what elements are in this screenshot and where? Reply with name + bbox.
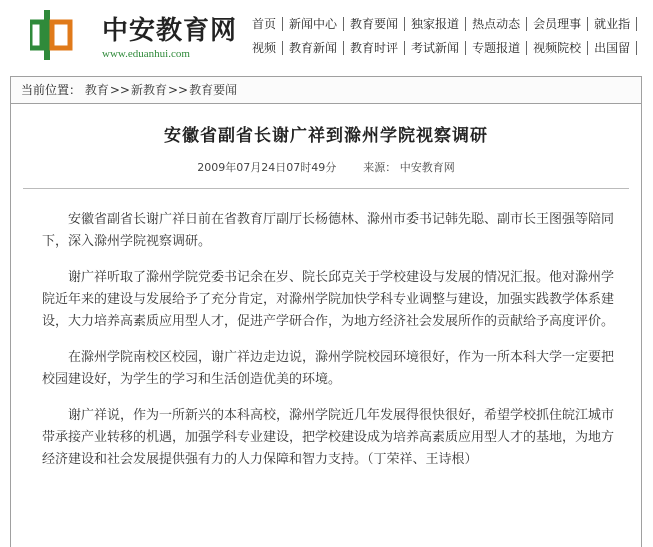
nav-video[interactable]: 视频 <box>244 41 283 55</box>
article-paragraph: 在滁州学院南校区校园，谢广祥边走边说，滁州学院校园环境很好，作为一所本科大学一定要把校园建设好，为学生的学习和生活创造优美的环境。 <box>42 350 615 387</box>
nav-edu-news[interactable]: 教育新闻 <box>283 41 344 55</box>
article-title: 安徽省副省长谢广祥到滁州学院视察调研 <box>164 126 488 146</box>
nav-exclusive[interactable]: 独家报道 <box>405 17 466 31</box>
breadcrumb-sep: >> <box>167 83 189 97</box>
nav-news-center[interactable]: 新闻中心 <box>283 17 344 31</box>
nav-video-schools[interactable]: 视频院校 <box>527 41 588 55</box>
nav-hot-news[interactable]: 热点动态 <box>466 17 527 31</box>
logo-text: 中安教育网 <box>102 16 238 46</box>
site-logo[interactable] <box>10 6 240 68</box>
breadcrumb-label: 当前位置： <box>21 83 82 97</box>
article-date: 2009年07月24日07时49分 <box>197 161 337 174</box>
article-paragraph: 谢广祥听取了滁州学院党委书记余在岁、院长邱克关于学校建设与发展的情况汇报。他对滁州学院近年来的建设与发展给予了充分肯定，对滁州学院加快学科专业调整与建设，加强实践教学体系建设，大力培养高素质应用型人才，促进产学研合作，为地方经济社会发展所作的贡献给予高度评价。 <box>42 270 615 329</box>
nav-study-abroad[interactable]: 出国留 <box>588 41 637 55</box>
article-meta <box>11 159 641 175</box>
breadcrumb <box>11 77 641 104</box>
breadcrumb-item-edu-headlines[interactable]: 教育要闻 <box>189 83 238 97</box>
article-source: 中安教育网 <box>399 161 455 174</box>
nav-special-reports[interactable]: 专题报道 <box>466 41 527 55</box>
article-frame <box>10 76 642 547</box>
article-body <box>11 209 641 471</box>
nav-edu-commentary[interactable]: 教育时评 <box>344 41 405 55</box>
main-nav <box>244 12 653 60</box>
nav-home[interactable]: 首页 <box>244 17 283 31</box>
nav-row-1 <box>244 12 653 36</box>
logo-mark-icon <box>30 10 74 60</box>
nav-members[interactable]: 会员理事 <box>527 17 588 31</box>
site-header <box>0 0 653 74</box>
nav-edu-headlines[interactable]: 教育要闻 <box>344 17 405 31</box>
breadcrumb-sep: >> <box>109 83 130 97</box>
title-divider <box>23 188 629 189</box>
nav-exam-news[interactable]: 考试新闻 <box>405 41 466 55</box>
article-paragraph: 谢广祥说，作为一所新兴的本科高校，滁州学院近几年发展得很快很好，希望学校抓住皖江城市带承接产业转移的机遇，加强学科专业建设，把学校建设成为培养高素质应用型人才的基地，为地方经济建设和社会发展提供强有力的人力保障和智力支持。（丁荣祥、王诗根） <box>42 408 615 467</box>
nav-employment[interactable]: 就业指 <box>588 17 637 31</box>
nav-row-2 <box>244 36 653 60</box>
source-label: 来源： <box>363 161 397 174</box>
article-paragraph: 安徽省副省长谢广祥日前在省教育厅副厅长杨德林、滁州市委书记韩先聪、副市长王图强等陪同下，深入滁州学院视察调研。 <box>42 212 615 249</box>
logo-url: www.eduanhui.com <box>102 48 190 60</box>
breadcrumb-item-edu[interactable]: 教育 <box>84 83 109 97</box>
breadcrumb-item-new-edu[interactable]: 新教育 <box>130 83 167 97</box>
